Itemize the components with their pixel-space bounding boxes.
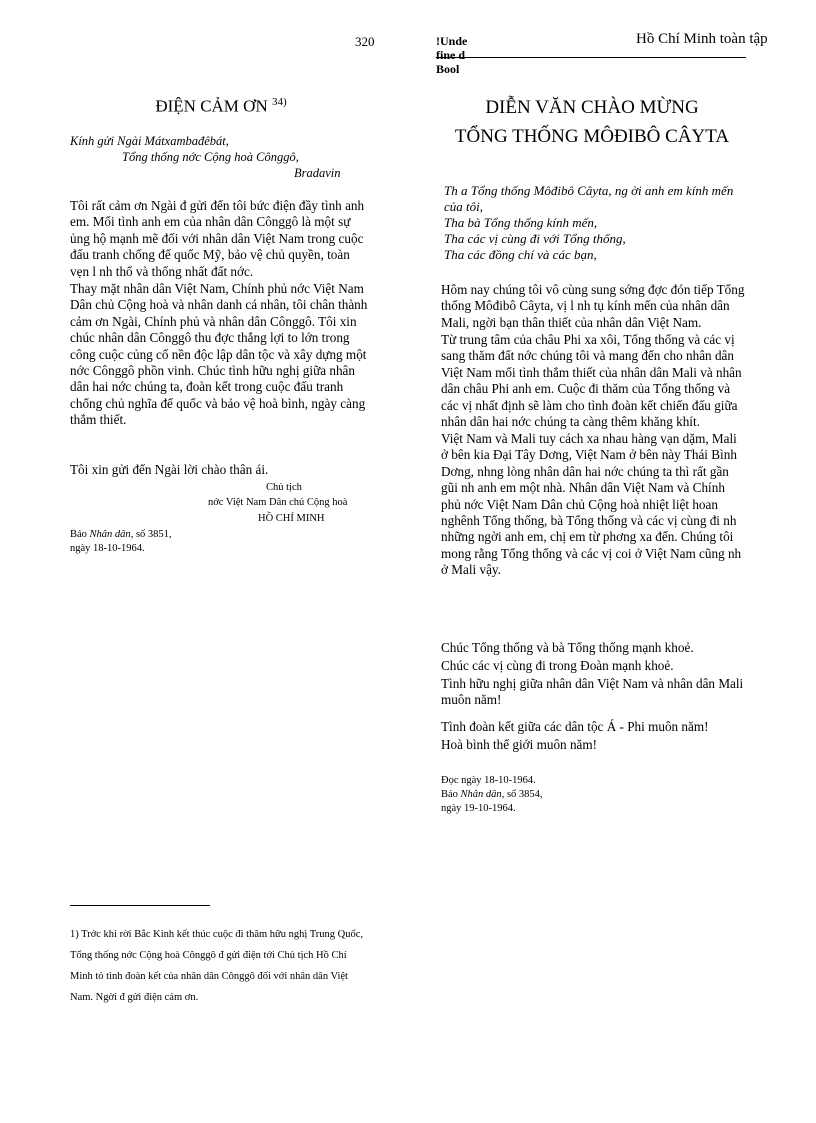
- greeting-line: Tha các đồng chí và các bạn,: [444, 247, 597, 262]
- page-number: 320: [355, 34, 375, 49]
- source-issue: , số 3854,: [501, 789, 543, 800]
- source-issue: , số 3851,: [130, 529, 172, 540]
- right-paragraph-2: Từ trung tâm của châu Phi xa xôi, Tổng thống và các vị sang thăm đất nớc chúng tôi và mang đến cho nhân dân Việt Nam mối tình thắm thiết của nhân dân Mali và nhân dân châu Phi anh em. Cuộc đi thăm của Tổng thống và các vị nhất định sẽ làm cho tình đoàn kết chiến đấu giữa nhân dân hai nớc chúng ta càng thêm khăng khít.: [441, 332, 742, 430]
- right-paragraph-6: Tình hữu nghị giữa nhân dân Việt Nam và nhân dân Mali muôn năm!: [441, 676, 744, 708]
- marker-line: Bool: [436, 62, 460, 76]
- right-title-line: TỔNG THỐNG MÔĐIBÔ CÂYTA: [454, 126, 730, 147]
- right-paragraph-5: Chúc các vị cùng đi trong Đoàn mạnh khoẻ.: [441, 658, 674, 673]
- left-paragraph-1: Tôi rất cảm ơn Ngài đ gửi đến tôi bức điện đầy tình anh em. Mối tình anh em của nhân dân Cônggô là một sự ủng hộ mạnh mẽ đối với nhân dân Việt Nam trong cuộc đấu tranh chống đế quốc Mỹ, bảo vệ chủ quyền, toàn vẹn l nh thổ và thống nhất đất nớc.: [70, 198, 365, 279]
- title-footnote-marker: 34): [271, 96, 287, 108]
- right-paragraph-8: Hoà bình thế giới muôn năm!: [441, 737, 598, 752]
- right-greeting: [444, 183, 749, 263]
- greeting-line: Tha bà Tổng thống kính mến,: [444, 215, 598, 230]
- right-paragraph-4: Chúc Tổng thống và bà Tổng thống mạnh khoẻ.: [441, 640, 694, 655]
- left-source-line: [70, 528, 172, 541]
- right-source-read: Đọc ngày 18-10-1964.: [441, 775, 536, 786]
- right-title-line: DIỄN VĂN CHÀO MỪNG: [485, 97, 699, 118]
- greeting-line: Kính gửi Ngài Mátxambađêbát,: [70, 134, 229, 148]
- marker-line: fine d: [436, 48, 466, 62]
- left-title: [70, 96, 372, 117]
- signature-title: Chủ tịch: [266, 482, 302, 493]
- right-paragraph-3: Việt Nam và Mali tuy cách xa nhau hàng vạn dặm, Mali ở bên kia Đại Tây Dơng, Việt Nam ở bên này Thái Bình Dơng, nhng lòng nhân dân hai nớc chúng ta thì rất gần gũi nh anh em một nhà. Nhân dân Việt Nam và Chính phủ nớc Việt Nam Dân chủ Cộng hoà nhiệt liệt hoan nghênh Tổng thống, bà Tổng thống và các vị cùng đi nh những ngời anh em, chị em từ phơng xa đến. Chúng tôi mong rằng Tổng thống và các vị coi ở Việt Nam cũng nh ở Mali vậy.: [441, 431, 742, 578]
- right-title: [440, 93, 744, 151]
- source-paper: Nhân dân: [460, 789, 502, 800]
- greeting-line: Tha các vị cùng đi với Tổng thống,: [444, 231, 626, 246]
- left-paragraph-3: Tôi xin gửi đến Ngài lời chào thân ái.: [70, 462, 269, 477]
- book-title: Hồ Chí Minh toàn tập: [636, 31, 768, 47]
- greeting-line: Th a Tổng thống Môđibô Câyta, ng ời anh em kính mến của tôi,: [444, 183, 734, 214]
- right-paragraph-1: Hôm nay chúng tôi vô cùng sung sớng đợc đón tiếp Tổng thống Môđibô Câyta, vị l nh tụ kính mến của nhân dân Mali, ngời bạn thân thiết của nhân dân Việt Nam.: [441, 282, 745, 330]
- signature-office: nớc Việt Nam Dân chủ Cộng hoà: [208, 497, 348, 508]
- source-prefix: Báo: [70, 529, 90, 540]
- greeting-line: Tổng thống nớc Cộng hoà Cônggô,: [122, 150, 299, 164]
- left-greeting: [70, 133, 341, 181]
- header-rule: [436, 57, 746, 58]
- source-paper: Nhân dân: [89, 529, 131, 540]
- source-prefix: Báo: [441, 789, 461, 800]
- greeting-line: Bradavin: [294, 166, 341, 180]
- signature-name: HỒ CHÍ MINH: [258, 513, 325, 524]
- right-paragraph-7: Tình đoàn kết giữa các dân tộc Á - Phi muôn năm!: [441, 719, 709, 734]
- footnote-text: 1) Trớc khi rời Bắc Kinh kết thúc cuộc đi thăm hữu nghị Trung Quốc, Tổng thống nớc Cộng hoà Cônggô đ gửi điện tới Chủ tịch Hồ Chí Minh tỏ tình đoàn kết của nhân dân Cônggô đối với nhân dân Việt Nam. Ngời đ gửi điện cảm ơn.: [70, 929, 363, 1003]
- marker-line: !Unde: [436, 34, 468, 48]
- left-paragraph-2: Thay mặt nhân dân Việt Nam, Chính phủ nớc Việt Nam Dân chủ Cộng hoà và nhân danh cá nhân, tôi chân thành cảm ơn Ngài, Chính phủ và nhân dân Cônggô. Tôi xin chúc nhân dân Cônggô thu đợc thắng lợi to lớn trong công cuộc củng cố nền độc lập dân tộc và xây dựng một nớc Cônggô phồn vinh. Chúc tình hữu nghị giữa nhân dân hai nớc chúng ta, đoàn kết trong cuộc đấu tranh chống chủ nghĩa đế quốc và bảo vệ hoà bình, ngày càng thắm thiết.: [70, 281, 368, 428]
- left-source-date: ngày 18-10-1964.: [70, 543, 145, 554]
- undefined-bookmark-marker: [436, 34, 496, 76]
- right-source-line: [441, 788, 543, 801]
- footnote-rule: [70, 905, 210, 906]
- right-source-date: ngày 19-10-1964.: [441, 803, 516, 814]
- left-title-text: ĐIỆN CẢM ƠN: [155, 96, 268, 116]
